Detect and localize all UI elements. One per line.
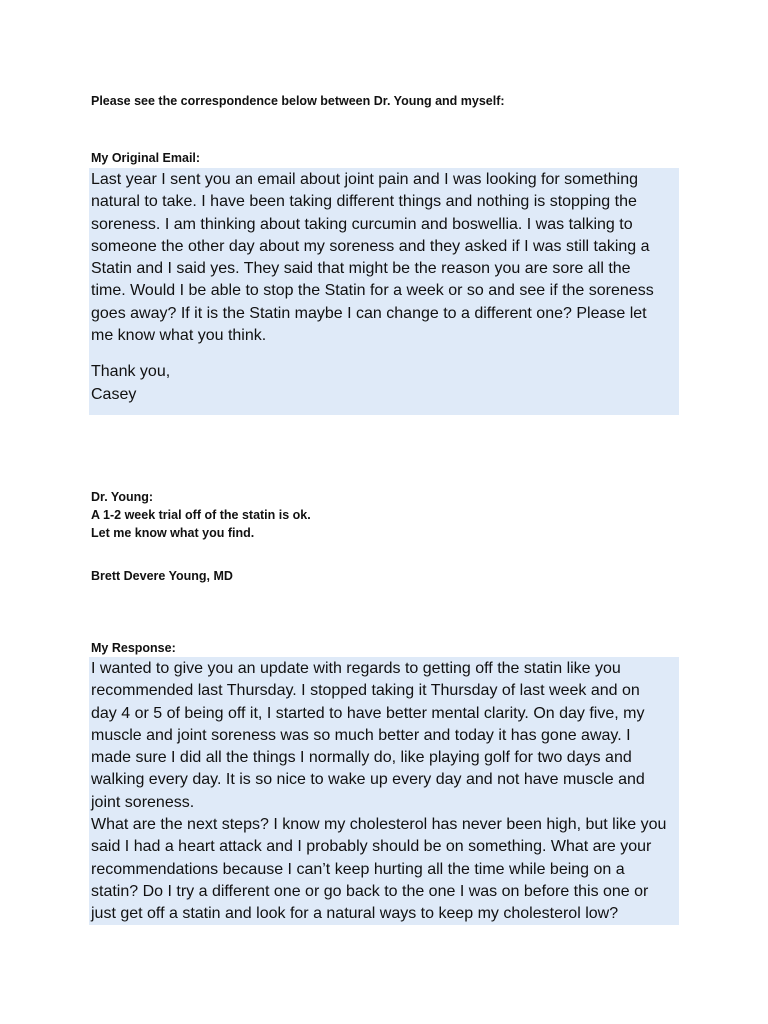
response-line: joint soreness. <box>91 793 195 811</box>
original-email-signature: Casey <box>91 385 137 403</box>
original-email-closing: Thank you, <box>91 363 171 381</box>
doctor-reply-heading: Dr. Young: <box>91 490 154 504</box>
original-email-heading: My Original Email: <box>91 151 201 165</box>
response-line: day 4 or 5 of being off it, I started to have better mental clarity. On day five, my <box>91 704 645 722</box>
response-line: walking every day. It is so nice to wake up every day and not have muscle and <box>91 771 645 789</box>
original-email-line: soreness. I am thinking about taking curcumin and boswellia. I was talking to <box>91 215 633 233</box>
doctor-signature: Brett Devere Young, MD <box>91 569 233 583</box>
original-email-line: natural to take. I have been taking different things and nothing is stopping the <box>91 193 637 211</box>
original-email-line: Last year I sent you an email about joint pain and I was looking for something <box>91 171 638 188</box>
intro-line: Please see the correspondence below between Dr. Young and myself: <box>91 94 505 108</box>
original-email-block <box>89 168 679 415</box>
response-line: muscle and joint soreness was so much better and today it has gone away. I <box>91 726 631 744</box>
original-email-line: Statin and I said yes. They said that might be the reason you are sore all the <box>91 260 631 278</box>
original-email-line: someone the other day about my soreness and they asked if I was still taking a <box>91 237 650 255</box>
response-line: recommended last Thursday. I stopped taking it Thursday of last week and on <box>91 682 640 700</box>
response-line: said I had a heart attack and I probably should be on something. What are your <box>91 838 652 856</box>
response-line: statin? Do I try a different one or go back to the one I was on before this one or <box>91 882 649 900</box>
response-heading: My Response: <box>91 641 176 655</box>
original-email-line: me know what you think. <box>91 327 267 345</box>
response-line: recommendations because I can’t keep hurting all the time while being on a <box>91 860 625 878</box>
doctor-reply-line: A 1-2 week trial off of the statin is ok. <box>91 508 311 522</box>
doctor-reply-block <box>91 488 311 542</box>
response-line: What are the next steps? I know my cholesterol has never been high, but like you <box>91 816 667 834</box>
response-block <box>89 657 679 925</box>
doctor-reply-line: Let me know what you find. <box>91 526 255 540</box>
response-line: made sure I did all the things I normally do, like playing golf for two days and <box>91 749 632 767</box>
original-email-line: time. Would I be able to stop the Statin for a week or so and see if the soreness <box>91 282 654 300</box>
response-line: I wanted to give you an update with regards to getting off the statin like you <box>91 660 621 677</box>
response-line: just get off a statin and look for a natural ways to keep my cholesterol low? <box>91 905 619 923</box>
original-email-line: goes away? If it is the Statin maybe I can change to a different one? Please let <box>91 304 647 322</box>
